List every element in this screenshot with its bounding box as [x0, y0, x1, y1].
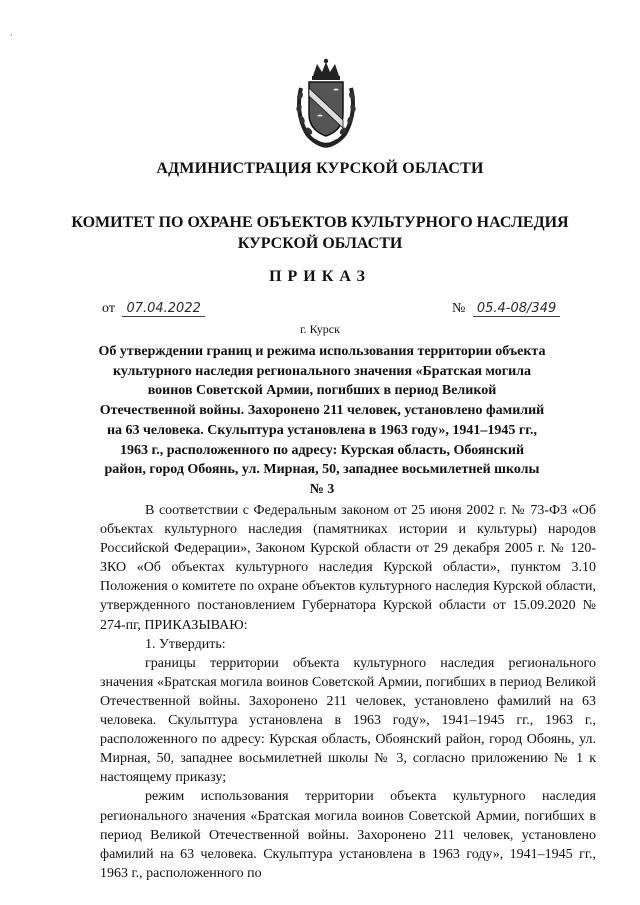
date-row [102, 301, 205, 317]
order-body [100, 501, 596, 883]
document-type-heading: ПРИКАЗ [269, 268, 371, 285]
body-paragraph-1: В соответствии с Федеральным законом от 25 июня 2002 г. № 73-ФЗ «Об объектах культурного наследия (памятниках истории и культуры) народов Российской Федерации», Законом Курской области от 29 декабря 2005 г. № 120-ЗКО «Об объектах культурного наследия Курской области», пунктом 3.10 Положения о комитете по охране объектов культурного наследия Курской области, утвержденного постановлением Губернатора Курской области от 15.09.2020 № 274-пг, ПРИКАЗЫВАЮ: [100, 503, 596, 633]
date-prefix: от [102, 301, 115, 316]
number-row [452, 301, 560, 317]
margin-mark: · [10, 30, 13, 40]
committee-heading [0, 212, 640, 254]
order-title: Об утверждении границ и режима использования территории объекта культурного наследия регионального значения «Братская могила воинов Советской Армии, погибших в период Великой Отечественной войны. Захоронено 211 человек, установлено фамилий на 63 человека. Скульптура установлена в 1963 году», 1941–1945 гг., 1963 г., расположенного по адресу: Курская область, Обоянский район, город Обоянь, ул. Мирная, 50, западнее восьмилетней школы № 3 [98, 344, 546, 497]
committee-heading-line1: КОМИТЕТ ПО ОХРАНЕ ОБЪЕКТОВ КУЛЬТУРНОГО НАСЛЕДИЯ [71, 214, 569, 231]
body-paragraph-2: границы территории объекта культурного наследия регионального значения «Братская могила воинов Советской Армии, погибших в период Великой Отечественной войны. Захоронено 211 человек, установлено фамилий на 63 человека. Скульптура установлена в 1963 году», 1941–1945 гг., 1963 г., расположенного по адресу: Курская область, Обоянский район, город Обоянь, ул. Мирная, 50, западнее восьмилетней школы № 3, согласно приложению № 1 к настоящему приказу; [100, 655, 596, 786]
body-item-1: 1. Утвердить: [145, 636, 226, 652]
committee-heading-line2: КУРСКОЙ ОБЛАСТИ [237, 235, 403, 252]
city-label: г. Курск [300, 322, 340, 336]
handwritten-number: 05.4-08/349 [473, 302, 560, 317]
coat-of-arms-icon [293, 58, 359, 150]
administration-heading: АДМИНИСТРАЦИЯ КУРСКОЙ ОБЛАСТИ [156, 160, 484, 177]
handwritten-date: 07.04.2022 [122, 302, 204, 317]
body-paragraph-3: режим использования территории объекта культурного наследия регионального значения «Братская могила воинов Советской Армии, погибших в период Великой Отечественной войны. Захоронено 211 человек, установлено фамилий на 63 человека. Скульптура установлена в 1963 году», 1941–1945 гг., 1963 г., расположенного по [100, 789, 596, 881]
number-prefix: № [452, 301, 466, 316]
